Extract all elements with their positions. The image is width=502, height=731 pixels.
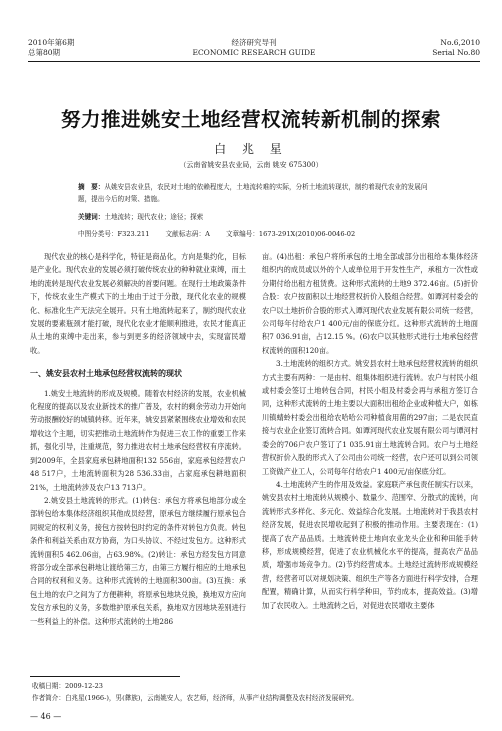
header-rule: [28, 61, 480, 62]
body-paragraph: 1.姚安土地流转的形成及规模。随着农村经济的发展，农业机械化程度的提高以及农业新技术的推广普及，农村的剩余劳动力开始向劳动报酬较好的城镇转移。近年来，姚安县紧紧围绕农业增效和农民增收这个主题，切实把推动土地流转作为促进三农工作的重要工作来抓，强化引导，注重规范，努力推进农村土地承包经营权有序流转。到2009年，全县家庭承包耕地面积132 556亩，家庭承包经营农户48 517户，土地流转面积为28 536.33亩，占家庭承包耕地面积21%，土地流转涉及农户13 713户。: [30, 388, 246, 492]
footnote-rule: [30, 676, 180, 677]
body-paragraph: 3.土地流转的组织方式。姚安县农村土地承包经营权流转的组织方式主要有两种：一是由村、组集体组织进行流转。农户与村民小组或村委会签订土地转包合同，村民小组及村委会再与承租方签订合同，这种形式流转的土地主要以大面积出租给企业或种植大户，如栋川镇蜻蛉村委会出租给农哈哈公司种植食用菌的297亩；二是农民直接与农业企业签订流转合同。如谭河现代农业发展有限公司与谭河村委会的706户农户签订了1 035.91亩土地流转合同。农户与土地经营权折价入股的形式入了公司由公司统一经营，农户还可以到公司领工资做产业工人，公司每年付给农户1 400元/亩保底分红。: [262, 359, 478, 476]
serial-label: 总第80期: [28, 48, 61, 57]
intro-paragraph: 现代农业的核心是科学化，特征是商品化，方向是集约化，目标是产业化。现代农业的发展必须打破传统农业的种种就业束缚，而土地的流转是现代农业发展必须解决的首要问题。在现行土地政策条件下，传统农业生产模式下的土地由于过于分散，现代化农业的规模化、标准化生产无法完全展开。只有土地流转起来了，制约现代农业发展的要素瓶颈才能打破，现代化农业才能顺利推进，农民才能真正从土地的束缚中走出来，参与到更多的经济领域中去，实现富民增收。: [30, 252, 246, 355]
issue-label: 2010年第6期: [28, 38, 75, 47]
journal-name-cn: 经济研究导刊: [231, 38, 277, 47]
body-paragraph: 4.土地流转产生的作用及效益。家庭联产承包责任制实行以来，姚安县农村土地流转从规模小、数量少、范围窄、分散式的流转，向流转形式多样化、多元化、效益综合化发展。土地流转对于我县农村经济发展，促进农民增收起到了积极的推动作用。主要表现在：(1)提高了农产品品质。土地流转使土地向农业龙头企业和种田能手转移，形成规模经营，促进了农业机械化水平的提高，提高农产品品质，增强市场竞争力。(2)节约经营成本。土地经过流转形成规模经营，经营者可以对规划决策、组织生产等各方面进行科学安排，合理配置，精确计算，从而实行科学种田，节约成本，提高效益。(3)增加了农民收入。土地流转之后，对促进农民增收主要体: [262, 479, 478, 610]
abstract: [78, 182, 430, 205]
body-column-left: [30, 250, 246, 628]
issue-label-en: No.6,2010: [440, 38, 480, 47]
serial-label-en: Serial No.80: [432, 48, 480, 57]
article-title: 努力推进姚安土地经营权流转新机制的探索: [60, 108, 441, 131]
classification-line: [78, 228, 458, 238]
header-journal: [28, 38, 480, 58]
keywords-text: 土地流转；现代农业；途径；探索: [104, 213, 204, 221]
abstract-label: 摘 要：: [78, 183, 105, 191]
body-paragraph: 2.姚安县土地流转的形式。(1)转包：承包方将承包地部分或全部转包给本集体经济组织其他成员经营，原承包方继续履行原承包合同规定的权利义务，接包方按转包时约定的条件对转包方负责。转包条件和利益关系由双方协商，为口头协议、不经过发包方。这种形式流转面积5 462.06亩，占63.98%。(2)转让：承包方经发包方同意将部分或全部承包耕地让渡给第三方，由第三方履行相应的土地承包合同的权利和义务。这种形式流转的土地面积300亩。(3)互换：承包土地的农户之间为了方便耕种，将原承包地块兑换，换地双方应向发包方承包的义务，多数维护原承包关系，换地双方因地块差别进行一些利益上的补偿。这种形式流转的土地286: [30, 495, 246, 626]
document-code: 文献标志码：A: [165, 230, 210, 238]
section-heading: 一、姚安县农村土地承包经营权流转的现状: [30, 369, 182, 379]
abstract-text: 从姚安县农业县，农民对土地的依赖程度大，土地流转难的实际，分析土地流转现状，制约着现代农业的发展问题，提出今后的对策、措施。: [78, 183, 428, 203]
page-number: — 46 —: [30, 712, 62, 721]
journal-name-en: ECONOMIC RESEARCH GUIDE: [192, 48, 316, 57]
clc-number: 中图分类号：F323.211: [78, 230, 150, 238]
header-right: [432, 38, 480, 58]
running-header: [28, 38, 480, 60]
author-bio: 作者简介：白兆星(1966-)，男(彝族)，云南姚安人，农艺师，经济师，从事产业结构调整及农村经济发展研究。: [32, 694, 359, 702]
received-date: 收稿日期：2009-12-23: [32, 682, 103, 690]
keywords-label: 关键词：: [78, 213, 105, 221]
body-paragraph: 亩。(4)出租：承包户将所承包的土地全部或部分出租给本集体经济组织内的成员或以外的个人或单位用于开发性生产，承租方一次性或分期付给出租方租赁费。这种形式流转的土地9 372.46亩。(5)折价合股：农户按面积以土地经营权折价入股组合经营。如谭河村委会的农户以土地折价合股的形式入谭河现代农业发展有限公司统一经营，公司每年付给农户1 400元/亩的保底分红。这种形式流转的土地面积7 036.91亩，占12.15 %。(6)农户以其他形式进行土地承包经营权流转的面积120亩。: [262, 252, 478, 355]
body-column-right: [262, 250, 478, 612]
author-affiliation: （云南省姚安县农业局，云南 姚安 675300）: [179, 161, 323, 169]
author-name: 白 兆 星: [214, 142, 288, 156]
article-number: 文章编号：1673-291X(2010)06-0046-02: [225, 230, 356, 238]
keywords: [78, 212, 430, 224]
